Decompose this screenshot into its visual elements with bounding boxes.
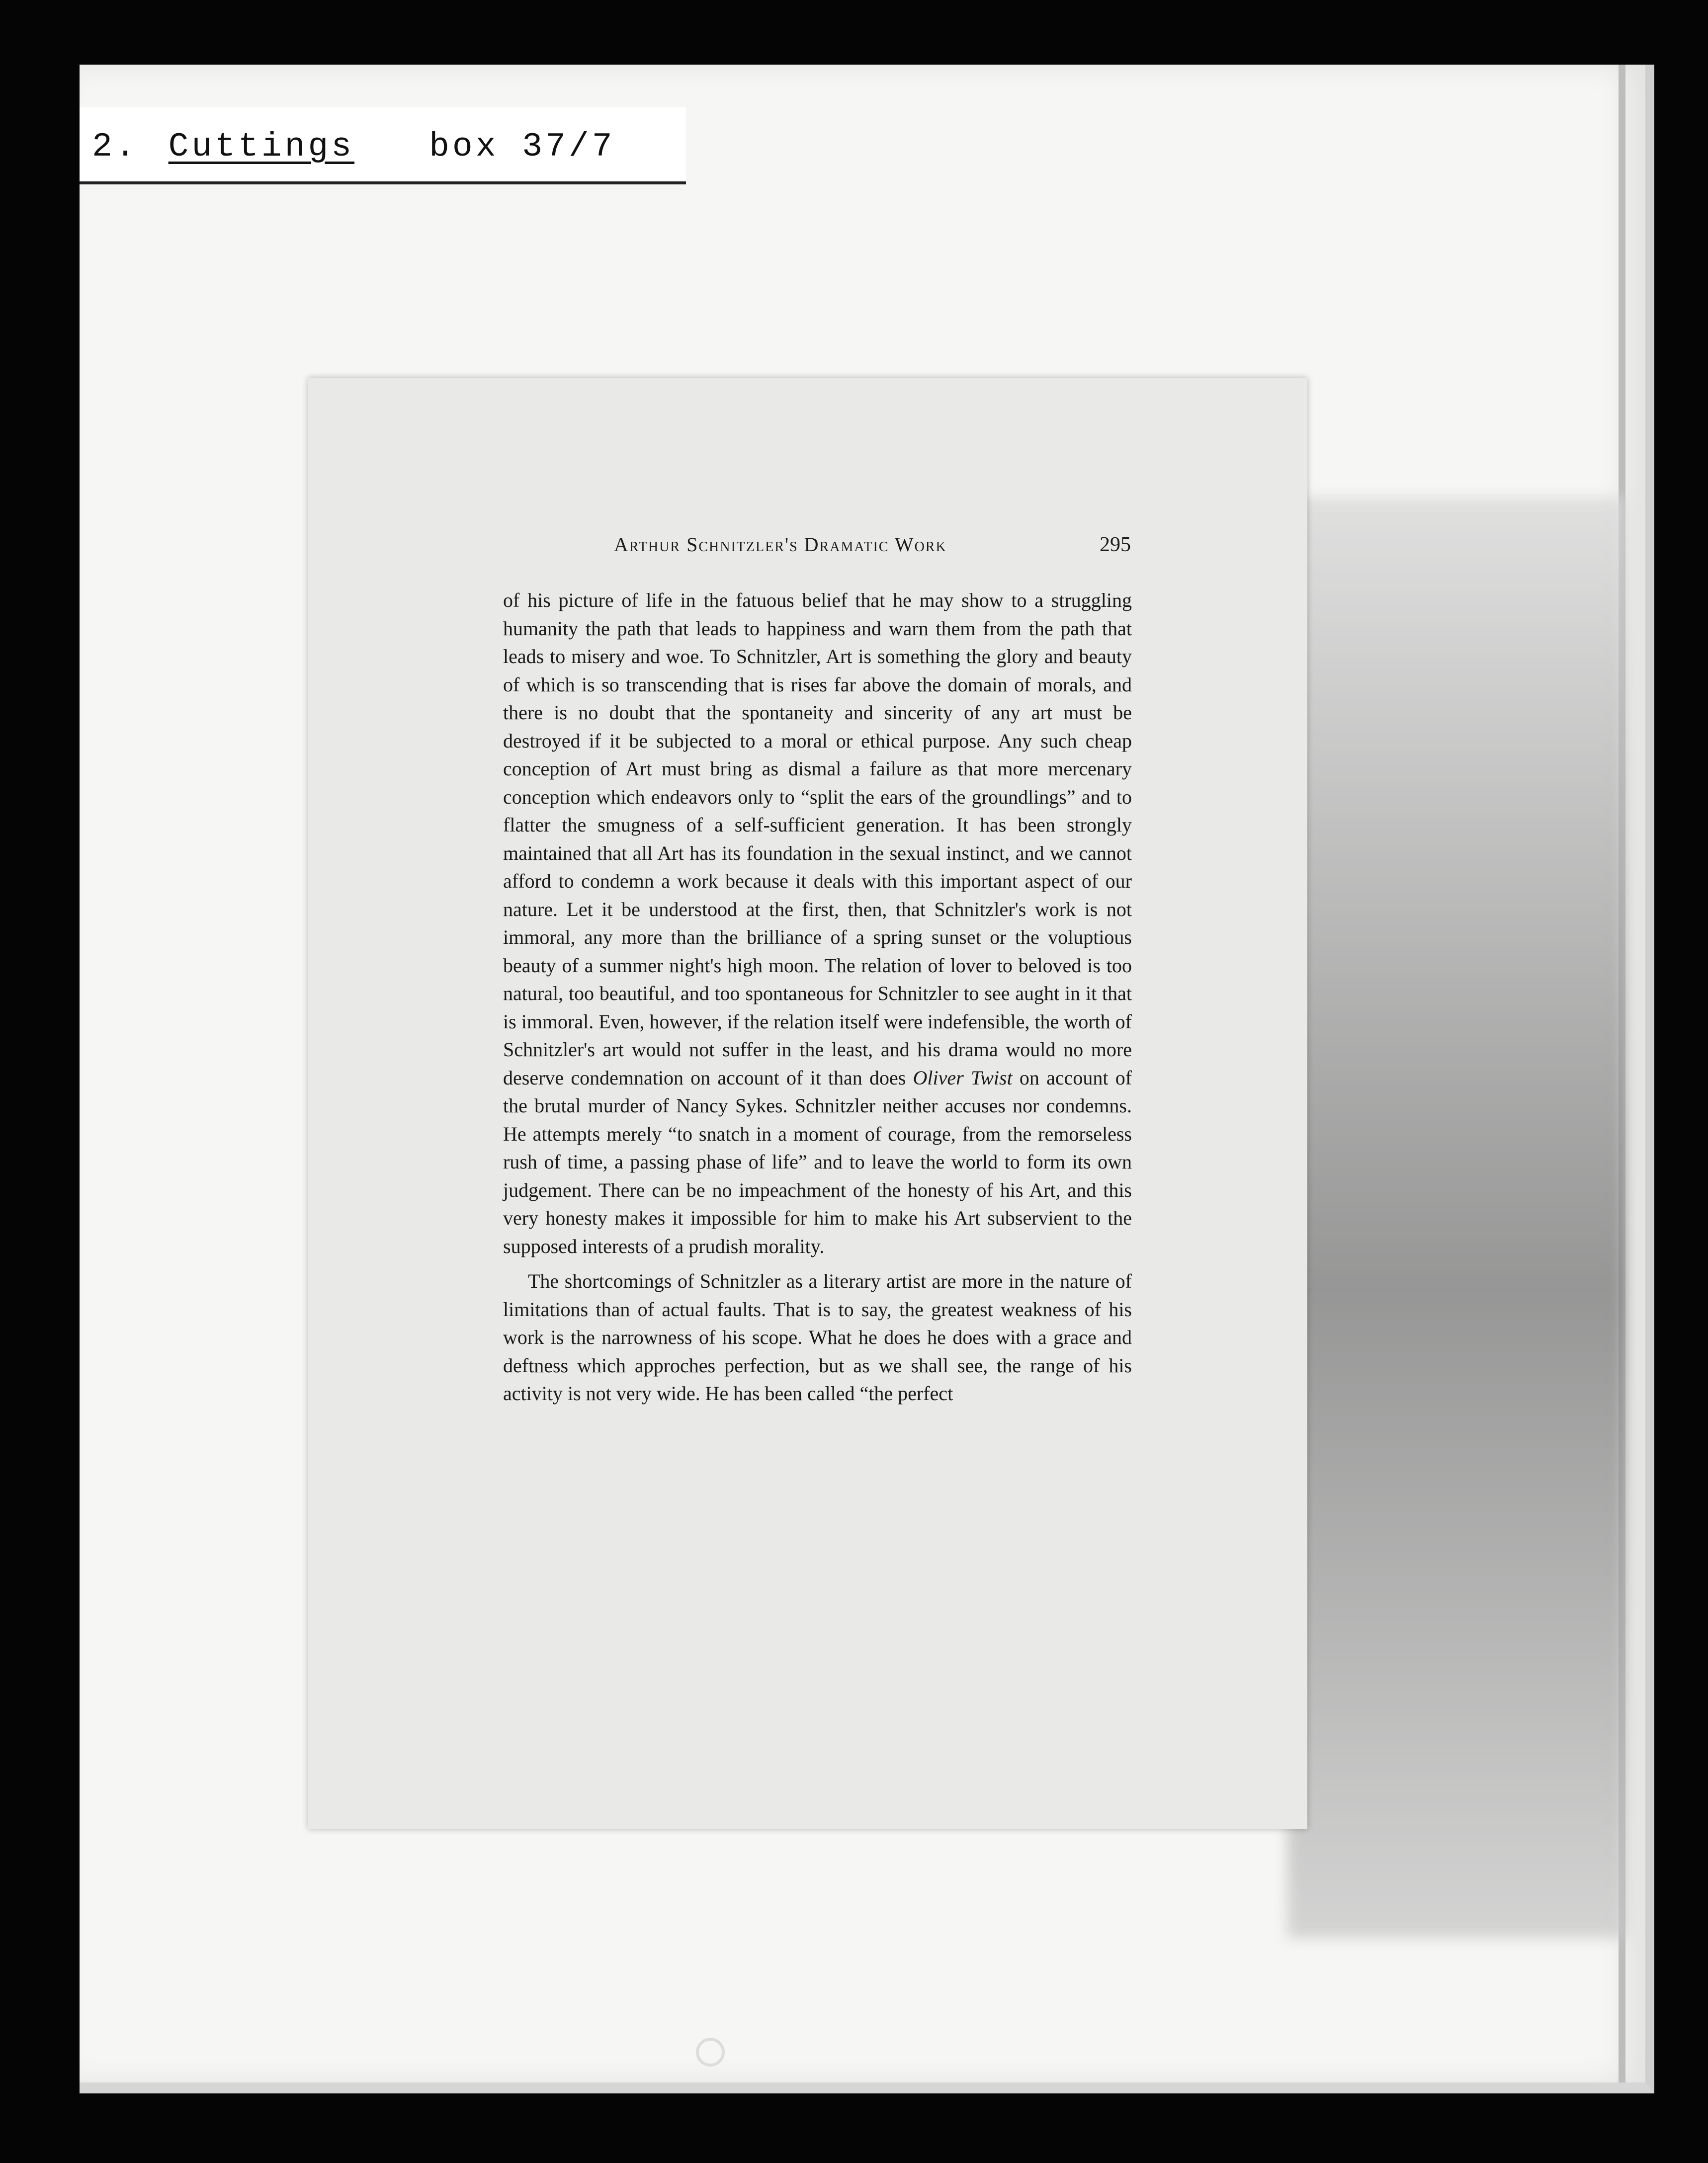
label-category: Cuttings xyxy=(168,127,355,166)
article-body xyxy=(503,586,1132,1408)
page-header xyxy=(614,533,1131,561)
paragraph-1 xyxy=(503,586,1132,1260)
book-title-oliver-twist: Oliver Twist xyxy=(913,1066,1013,1089)
paragraph-2: The shortcomings of Schnitzler as a literary artist are more in the nature of limitations than of actual faults. That is to say, the greatest weakness of his work is the narrowness of his scope. What he does he does with a grace and deftness which approches perfection, but as we shall see, the range of his activity is not very wide. He has been called “the perfect xyxy=(503,1270,1132,1405)
folder-label xyxy=(92,119,615,174)
paragraph-1-text-a: of his picture of life in the fatuous belief that he may show to a struggling humanity the path that leads to happiness and warn them from the path that leads to misery and woe. To Schnitzler, Art is something the glory and beauty of which is so transcending that is rises far above the domain of morals, and there is no doubt that the spontaneity and sincerity of any art must be destroyed if it be subjected to a moral or ethical purpose. Any such cheap conception of Art must bring as dismal a failure as that more mercenary conception which endeavors only to “split the ears of the groundlings” and to flatter the smugness of a self-sufficient generation. It has been strongly maintained that all Art has its foundation in the sexual instinct, and we cannot afford to condemn a work because it deals with this important aspect of our nature. Let it be understood at the first, then, that Schnitzler's work is not immoral, any more than the brilliance of a spring sunset or the voluptious beauty of a summer night's high moon. The relation of lover to beloved is too natural, too beautiful, and too spontaneous for Schnitzler to see aught in it that is immoral. Even, however, if the relation itself were indefensible, the worth of Schnitzler's art would not suffer in the least, and his drama would no more deserve condemnation on account of it than does xyxy=(503,589,1132,1089)
scan-speck xyxy=(696,2038,725,2067)
label-number: 2. xyxy=(92,127,139,166)
page-number: 295 xyxy=(1100,533,1131,556)
paragraph-1-text-b: on account of the brutal murder of Nancy Sykes. Schnitzler neither accuses nor condemns. He attempts merely “to snatch in a moment of courage, from the remorseless rush of time, a passing phase of life” and to leave the world to form its own judgement. There can be no impeachment of the honesty of his Art, and this very honesty makes it impossible for him to make his Art subservient to the supposed interests of a prudish morality. xyxy=(503,1066,1132,1257)
scan-shadow xyxy=(1287,497,1625,1938)
label-box-number: box 37/7 xyxy=(429,127,615,166)
running-title: Arthur Schnitzler's Dramatic Work xyxy=(614,533,947,556)
